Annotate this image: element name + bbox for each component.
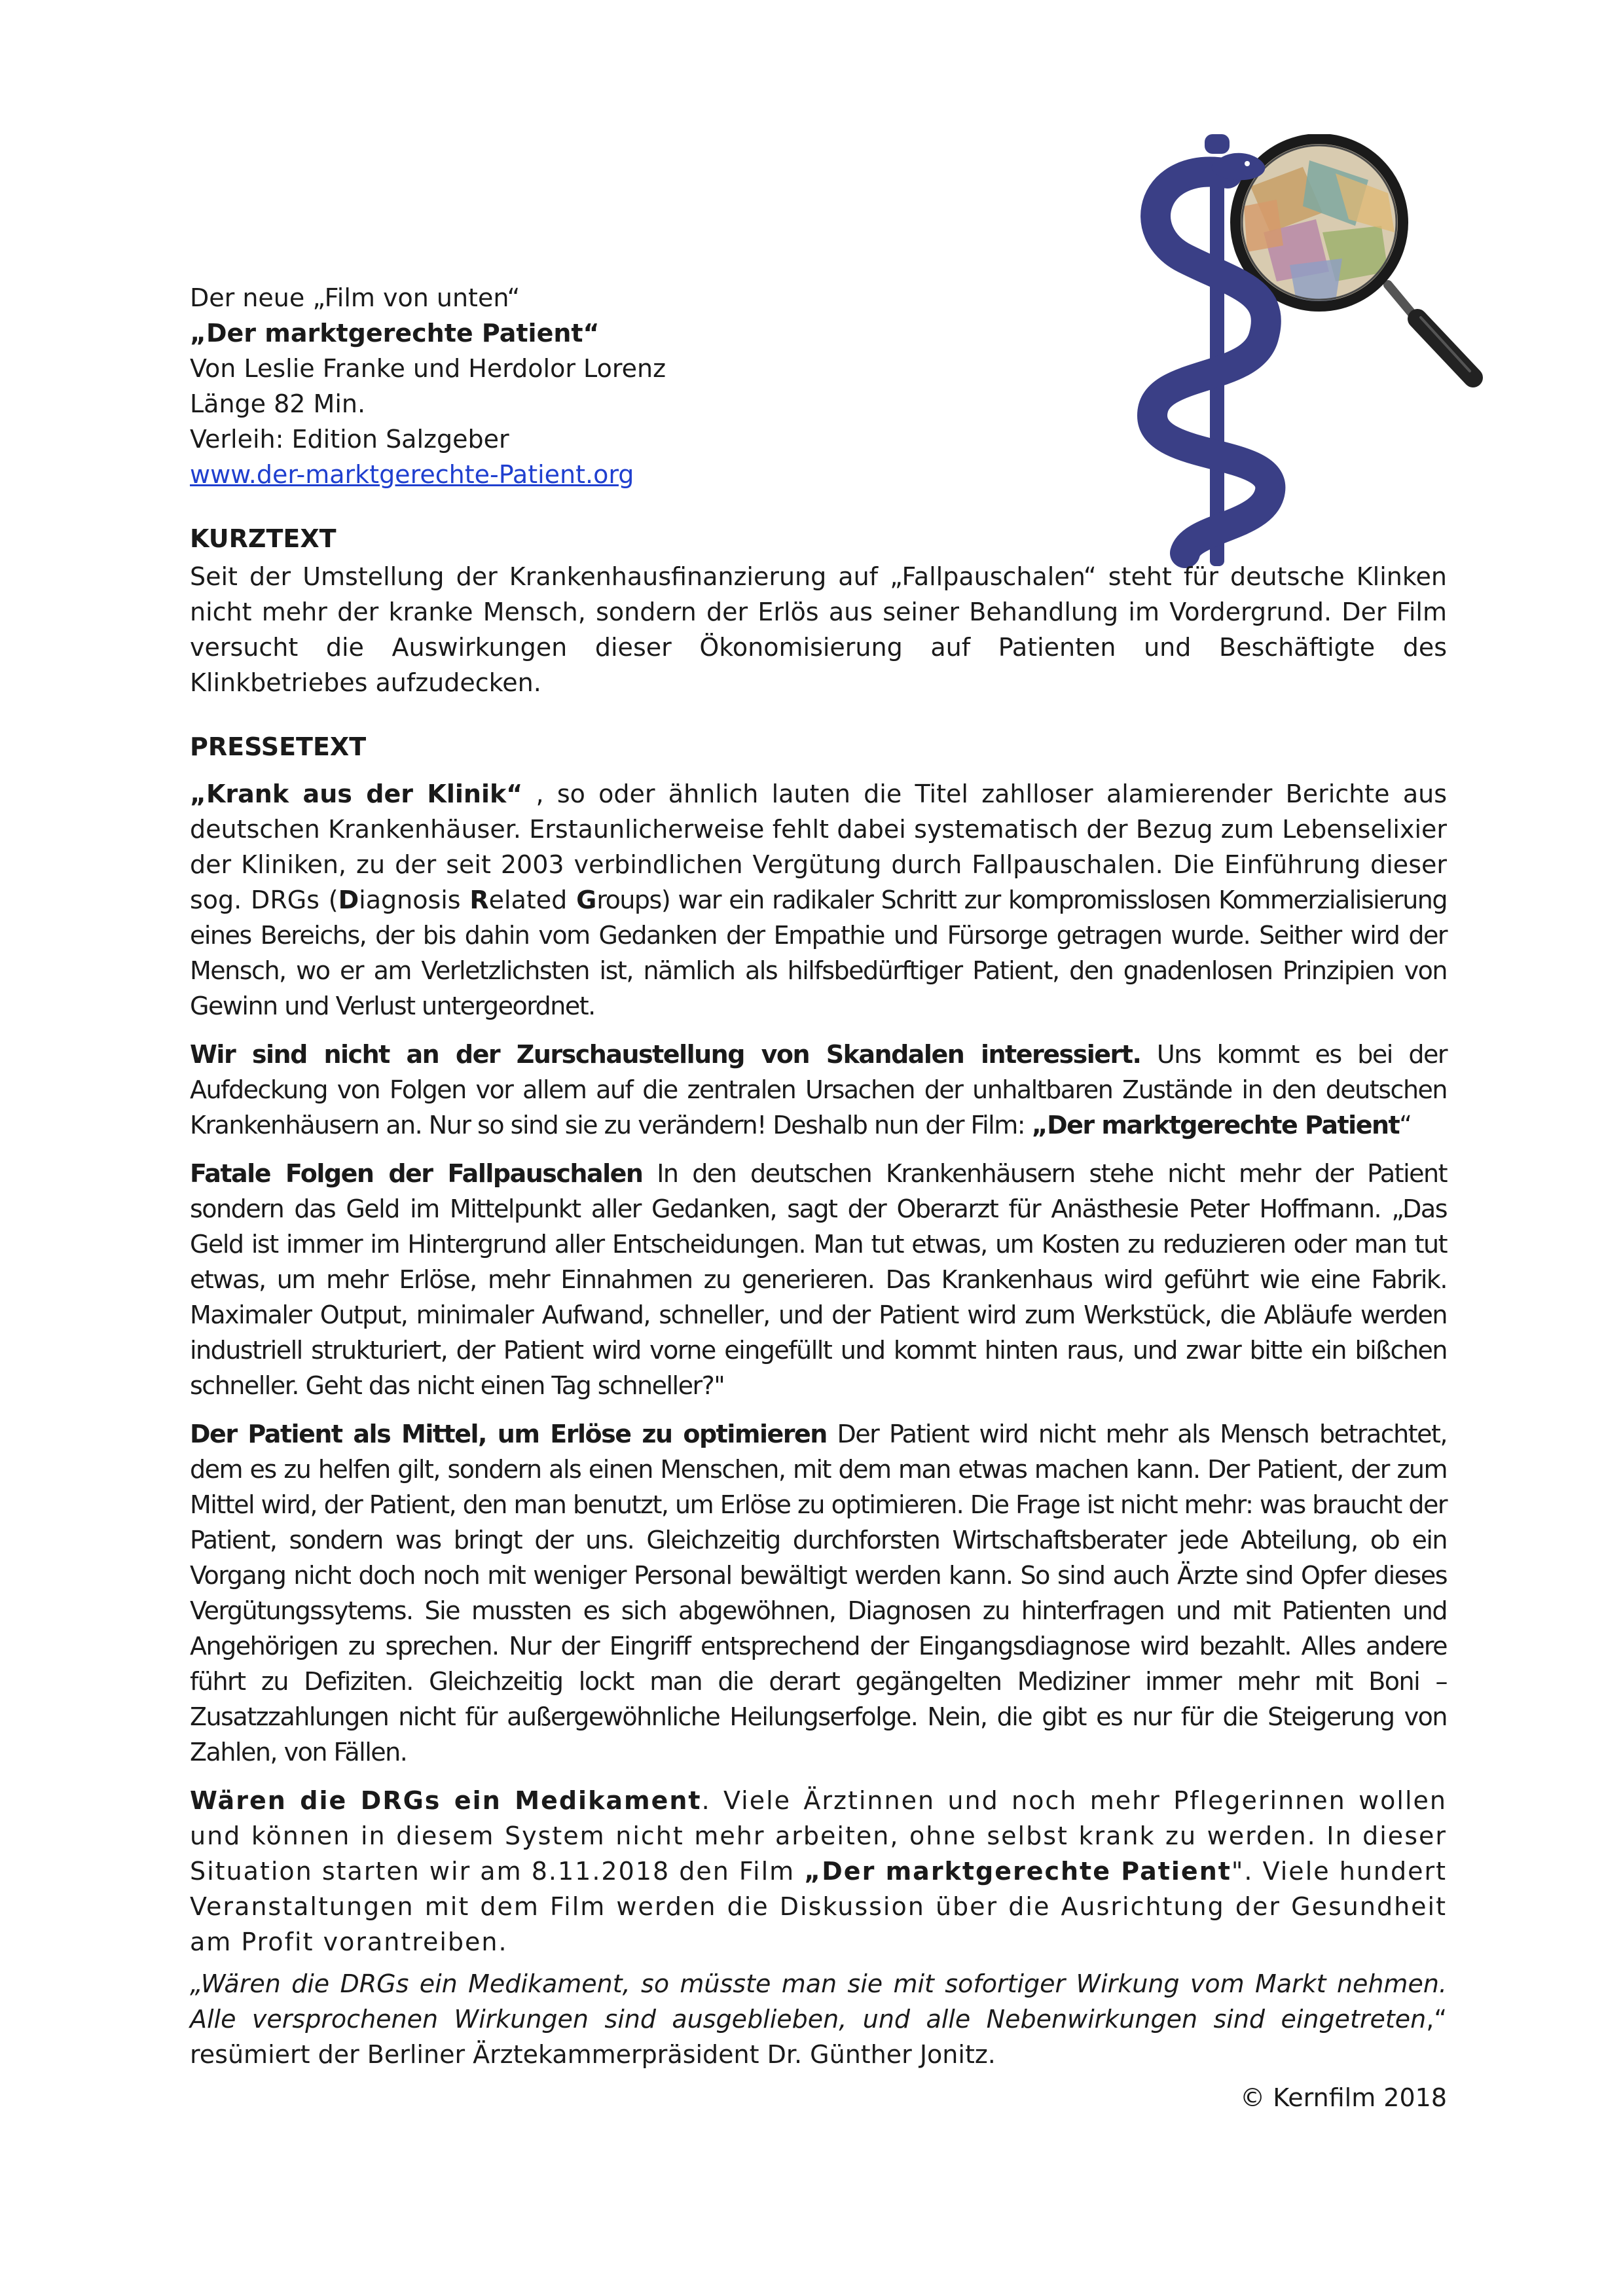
film-distributor: Verleih: Edition Salzgeber	[190, 425, 509, 454]
pressetext-heading: PRESSETEXT	[190, 732, 367, 761]
document-body	[190, 280, 1447, 2115]
pressetext-paragraph-2	[190, 1037, 1447, 1143]
paragraph-1-lead: „Krank aus der Klinik“	[190, 780, 523, 808]
film-authors: Von Leslie Franke und Herdolor Lorenz	[190, 354, 666, 383]
kurztext-heading: KURZTEXT	[190, 524, 337, 553]
paragraph-6-text: ,“ resümiert der Berliner Ärztekammerpräsident Dr. Günther Jonitz.	[190, 2005, 1447, 2069]
film-title: „Der marktgerechte Patient“	[190, 319, 600, 348]
paragraph-2-close-quote: “	[1399, 1111, 1412, 1139]
paragraph-5-lead: Wären die DRGs ein Medikament	[190, 1786, 702, 1815]
paragraph-3-lead: Fatale Folgen der Fallpauschalen	[190, 1159, 643, 1188]
drg-letter-g: G	[576, 886, 597, 914]
pressetext-paragraph-1	[190, 776, 1447, 1024]
film-length: Länge 82 Min.	[190, 389, 366, 418]
copyright-notice: © Kernfilm 2018	[1240, 2083, 1447, 2112]
paragraph-5-text-a: . Viele Ärztinnen und noch mehr Pflegerinnen wollen und können in diesem System nicht mehr arbeiten, ohne selbst krank zu werden. In dieser Situation starten wir am 8.11.2018 den Film	[190, 1786, 1447, 1886]
kurztext-paragraph: Seit der Umstellung der Krankenhausfinanzierung auf „Fallpauschalen“ steht für deutsche Klinken nicht mehr der kranke Mensch, sondern der Erlös aus seiner Behandlung im Vordergrund. Der Film versucht die Auswirkungen dieser Ökonomisierung auf Patienten und Beschäftigte des Klinkbetriebes aufzudecken.	[190, 562, 1447, 697]
jonitz-quote: „Wären die DRGs ein Medikament, so müsste man sie mit sofortiger Wirkung vom Markt nehmen. Alle versprochenen Wirkungen sind ausgeblieben, und alle Nebenwirkungen sind eingetreten	[190, 1969, 1447, 2034]
paragraph-2-lead: Wir sind nicht an der Zurschaustellung von Skandalen interessiert.	[190, 1040, 1141, 1069]
drg-word-iagnosis: iagnosis	[359, 886, 470, 914]
drg-letter-d: D	[338, 886, 359, 914]
pressetext-paragraph-3	[190, 1156, 1447, 1403]
film-label: Der neue „Film von unten“	[190, 283, 520, 312]
paragraph-2-text: Uns kommt es bei der Aufdeckung von Folgen vor allem auf die zentralen Ursachen der unhaltbaren Zustände in den deutschen Krankenhäusern an. Nur so sind sie zu verändern! Deshalb nun der Film:	[190, 1040, 1447, 1139]
drg-word-elated: elated	[488, 886, 577, 914]
website-link[interactable]: www.der-marktgerechte-Patient.org	[190, 460, 634, 489]
paragraph-4-lead: Der Patient als Mittel, um Erlöse zu optimieren	[190, 1420, 827, 1448]
pressetext-paragraph-4	[190, 1416, 1447, 1770]
paragraph-3-text: In den deutschen Krankenhäusern stehe nicht mehr der Patient sondern das Geld im Mittelpunkt aller Gedanken, sagt der Oberarzt für Anästhesie Peter Hoffmann. „Das Geld ist immer im Hintergrund aller Entscheidungen. Man tut etwas, um Kosten zu reduzieren oder man tut etwas, um mehr Erlöse, mehr Einnahmen zu generieren. Das Krankenhaus wird geführt wie eine Fabrik. Maximaler Output, minimaler Aufwand, schneller, und der Patient wird zum Werkstück, die Abläufe werden industriell strukturiert, der Patient wird vorne eingefüllt und kommt hinten raus, und zwar bitte ein bißchen schneller. Geht das nicht einen Tag schneller?"	[190, 1159, 1447, 1400]
pressetext-paragraph-5	[190, 1783, 1447, 1960]
pressetext-paragraph-6	[190, 1966, 1447, 2072]
paragraph-5-film-title: „Der marktgerechte Patient	[804, 1857, 1231, 1886]
paragraph-1-text-b: roups) war ein radikaler Schritt zur kompromisslosen Kommerzialisierung eines Bereichs, der bis dahin vom Gedanken der Empathie und Fürsorge getragen wurde. Seither wird der Mensch, wo er am Verletzlichsten ist, nämlich als hilfsbedürftiger Patient, den gnadenlosen Prinzipien von Gewinn und Verlust untergeordnet.	[190, 886, 1448, 1020]
website-line	[190, 457, 1447, 492]
paragraph-1-text-a: , so oder ähnlich lauten die Titel zahlloser alamierender Berichte aus deutschen Krankenhäuser. Erstaunlicherweise fehlt dabei systematisch der Bezug zum Lebenselixier der Kliniken, zu der seit 2003 verbindlichen Vergütung durch Fallpauschalen. Die Einführung dieser sog. DRGs (	[190, 780, 1447, 914]
paragraph-5-text-b: ". Viele hundert Veranstaltungen mit dem Film werden die Diskussion über die Ausrichtung der Gesundheit am Profit vorantreiben.	[190, 1857, 1448, 1956]
paragraph-2-film-title: „Der marktgerechte Patient	[1031, 1111, 1400, 1139]
paragraph-4-text: Der Patient wird nicht mehr als Mensch betrachtet, dem es zu helfen gilt, sondern als einen Menschen, mit dem man etwas machen kann. Der Patient, der zum Mittel wird, der Patient, den man benutzt, um Erlöse zu optimieren. Die Frage ist nicht mehr: was braucht der Patient, sondern was bringt der uns. Gleichzeitig durchforsten Wirtschaftsberater jede Abteilung, ob ein Vorgang nicht doch noch mit weniger Personal bewältigt werden kann. So sind auch Ärzte sind Opfer dieses Vergütungssytems. Sie mussten es sich abgewöhnen, Diagnosen zu hinterfragen und mit Patienten und Angehörigen zu sprechen. Nur der Eingriff entsprechend der Eingangsdiagnose wird bezahlt. Alles andere führt zu Defiziten. Gleichzeitig lockt man die derart gegängelten Mediziner immer mehr mit Boni – Zusatzzahlungen nicht für außergewöhnliche Heilungserfolge. Nein, die gibt es nur für die Steigerung von Zahlen, von Fällen.	[190, 1420, 1447, 1767]
drg-letter-r: R	[469, 886, 489, 914]
